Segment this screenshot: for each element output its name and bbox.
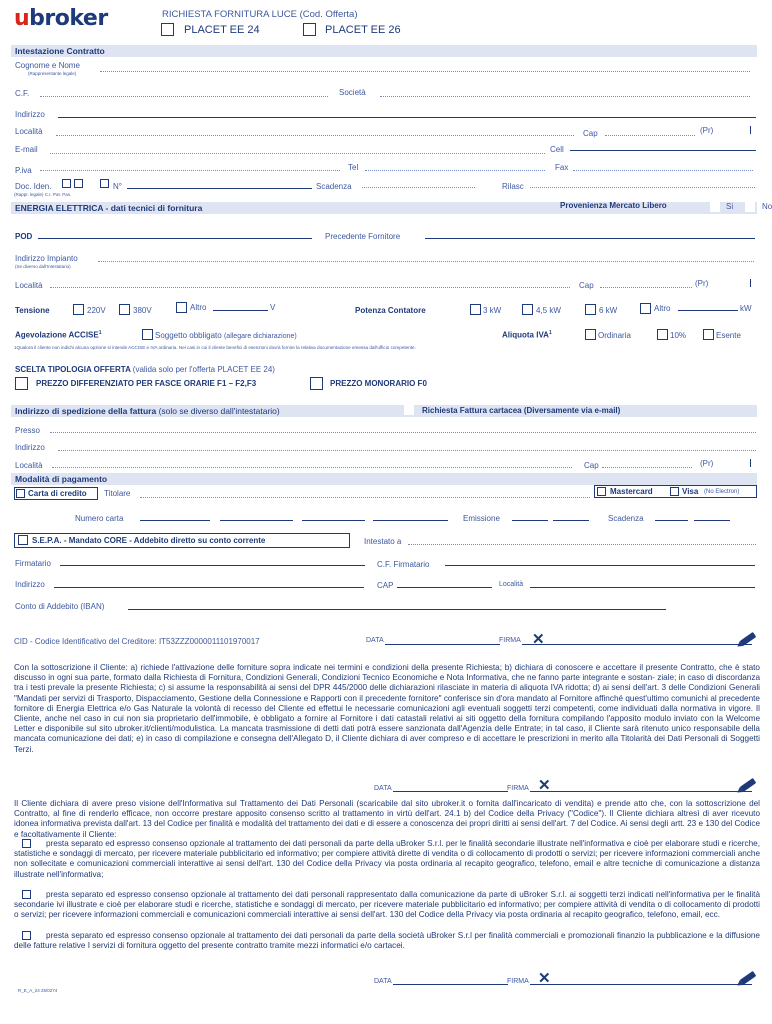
- societa-label: Società: [339, 88, 366, 97]
- emissione-aa[interactable]: [553, 520, 589, 521]
- cf-field[interactable]: [40, 89, 328, 97]
- sepa-indirizzo-field[interactable]: [54, 587, 364, 588]
- iban-field[interactable]: [128, 609, 666, 610]
- presso-label: Presso: [15, 426, 40, 435]
- titolare-field[interactable]: [140, 490, 590, 498]
- fattura-cartacea-label: Richiesta Fattura cartacea (Diversamente via e-mail): [422, 406, 621, 415]
- aliquota-label: [502, 330, 552, 340]
- scadenza-field[interactable]: [362, 180, 475, 188]
- cf-firmatario-label: C.F. Firmatario: [377, 560, 430, 569]
- fasce-orarie-checkbox[interactable]: [15, 377, 28, 390]
- precedente-field[interactable]: [425, 238, 755, 239]
- clause1-firma-label: FIRMA: [507, 785, 529, 792]
- aliquota-text: Aliquota IVA: [502, 330, 549, 340]
- spedizione-localita-label: Località: [15, 461, 43, 470]
- tipologia-title-text: SCELTA TIPOLOGIA OFFERTA: [15, 365, 131, 374]
- energia-band: ENERGIA ELETTRICA - dati tecnici di fornitura: [11, 202, 757, 214]
- tensione-380-checkbox[interactable]: [119, 304, 130, 315]
- indirizzo-field[interactable]: [58, 117, 756, 118]
- tensione-220-checkbox[interactable]: [73, 304, 84, 315]
- monorario-label: PREZZO MONORARIO F0: [330, 379, 427, 388]
- carta-credito-label: Carta di credito: [28, 489, 87, 498]
- logo-u: u: [14, 6, 30, 31]
- sepa-localita-label: Località: [499, 581, 524, 588]
- potenza-6kw-checkbox[interactable]: [585, 304, 596, 315]
- scadenza-label: Scadenza: [316, 182, 352, 191]
- tipologia-title: [15, 365, 275, 374]
- mastercard-checkbox[interactable]: [597, 487, 606, 496]
- numero-carta-g3[interactable]: [302, 520, 365, 521]
- consent-3-text: presta separato ed espresso consenso opzionale al trattamento dei dati personali da parte della società uBroker S.r.l per finalità commerciali e promozionali finanzio la pubblicazione e la diffusione delle fatture relative I servizi di fornitura oggetto del presente contratto tramite mezzi informatici e/o cartacei.: [14, 931, 760, 951]
- cf-label: C.F.: [15, 89, 30, 98]
- localita-label: Località: [15, 127, 43, 136]
- provenienza-no-checkbox[interactable]: [745, 202, 755, 212]
- consent-1-text: presta separato ed espresso consenso opzionale al trattamento dei dati personali da parte della uBroker S.r.l. per le finalità secondarie illustrate nell'informativa e cioè per elaborare studi e ricerche, statistiche e sondaggi di mercato, per ricevere materiale pubblicitario ed informativo; per compiere attività dirette di vendita o di collocamento di prodotti o servizi; per ricevere informazioni commerciali anche non sollecitate e comunicazioni commerciali interattive ai sensi dell'art. 130 del Codice della Privacy via posta ordinaria al recapito geografico, telefono, email e altre tecniche di comunicazione a distanza illustrate nell'informativa;: [14, 839, 760, 879]
- accise-label: [15, 330, 102, 340]
- localita-field[interactable]: [56, 128, 574, 136]
- cf-firmatario-field[interactable]: [445, 565, 755, 566]
- accise-sup: 1: [98, 330, 102, 336]
- titolare-label: Titolare: [104, 489, 131, 498]
- pagamento-band: Modalità di pagamento: [11, 473, 757, 485]
- sepa-checkbox[interactable]: [18, 535, 28, 545]
- localita-impianto-label: Località: [15, 281, 43, 290]
- sepa-cap-label: CAP: [377, 581, 394, 590]
- iva10-checkbox[interactable]: [657, 329, 668, 340]
- monorario-checkbox[interactable]: [310, 377, 323, 390]
- spedizione-cap-label: Cap: [584, 461, 599, 470]
- cap-field[interactable]: [605, 128, 695, 136]
- sign-here-x-icon-2: ✕: [538, 777, 551, 794]
- consent-2-text: presta separato ed espresso consenso opzionale al trattamento dei dati personali rappresentato dalla comunicazione da parte di uBroker S.r.l. ai soggetti terzi indicati nell'informativa per le finalità secondarie ivi illustrate e cioè per elaborare studi e ricerche, statistiche e sondaggi di mercato, per ricevere materiale pubblicitario ed informativo; per compiere attività di vendita o di collocamento di prodotti o servizi; per ricevere informazioni commerciali e comunicazioni commerciali interattive ai sensi dell'art. 130 del Codice della Privacy via posta ordinaria al recapito geografico, telefono, email, ecc.: [14, 890, 760, 920]
- placet-ee24-checkbox[interactable]: [161, 23, 174, 36]
- localita-impianto-field[interactable]: [50, 280, 570, 288]
- potenza-45kw-label: 4,5 kW: [536, 306, 561, 315]
- potenza-altro-label: Altro: [654, 304, 671, 313]
- pen-icon-2: [740, 778, 757, 792]
- sepa-localita-field[interactable]: [530, 587, 755, 588]
- esente-checkbox[interactable]: [703, 329, 714, 340]
- ordinaria-label: Ordinaria: [598, 331, 631, 340]
- spedizione-pr-label: (Pr): [700, 459, 714, 468]
- sign-here-x-icon-3: ✕: [538, 970, 551, 987]
- fax-field[interactable]: [573, 163, 753, 171]
- intestazione-band: Intestazione Contratto: [11, 45, 757, 57]
- cid-firma-label: FIRMA: [499, 637, 521, 644]
- numero-carta-g1[interactable]: [140, 520, 210, 521]
- potenza-altro-field[interactable]: [678, 310, 738, 311]
- no-label: No: [762, 202, 772, 211]
- potenza-kw-label: kW: [740, 304, 752, 313]
- no-electron-note: (No Electron): [704, 489, 740, 495]
- sign-here-x-icon: ✕: [532, 631, 545, 648]
- emissione-label: Emissione: [463, 514, 500, 523]
- clause-paragraph-1: Con la sottoscrizione il Cliente: a) richiede l'attivazione delle forniture sopra indicate nei termini e condizioni della presente Richiesta; b) dichiara di conoscere e accettare il presente Contratto, che è stato discusso in ogni sua parte, formato dalla Richiesta di Fornitura, Condizioni Generali, Condizioni Tecnico Economiche e Nota Informativa, che ne fanno parte integrante e sostan- ziale; in caso di discordanza tra i testi prevale la presente Richiesta; c) si assume la responsabilità ai sensi del DPR 445/2000 delle dichiarazioni rilasciate in materia di aliquota IVA ridotta; d) ai sensi dell'art. 3 delle Condizioni Generali "Mandati per servizi di Trasporto, Dispacciamento, Gestione della Connessione e Rapporti con il precedente fornitore" conferisce sin d'ora mandato al Fornitore affinché quest'ultimo comunichi al precedente fornitore di Energia Elettrica e/o Gas Naturale la volontà di recesso del Cliente ed effettui le necessarie comunicazioni agli eventuali soggetti terzi competenti, come individuati dalla normativa in vigore. Il Cliente, anche nel caso in cui non sia proprietario dell'immobile, è obbligato a fornire al Fornitore i dati catastali relativi ai siti oggetto della fornitura compilando l'apposito modulo inviato con la Welcome Letter e disponibile sul sito ubroker.it/clienti/modulistica. La mancata trasmissione di detti dati potrà essere sanzionata dall'Agenzia delle Entrate; in tal caso, il Cliente sarà ritenuto unico responsabile della mancata comunicazione dei dati; e) in caso di compilazione e consegna dell'Allegato D, il Cliente dichiara di aver compreso e di accettare le prescrizioni in merito alla Titolarità dei Dati Personali di Soggetti Terzi.: [14, 663, 760, 754]
- cell-field[interactable]: [570, 150, 756, 151]
- placet-ee24-label: PLACET EE 24: [184, 24, 260, 36]
- n-label: N°: [113, 182, 122, 191]
- iban-label: Conto di Addebito (IBAN): [15, 602, 105, 611]
- spedizione-pr-field[interactable]: [750, 459, 751, 467]
- scadenza-carta-label: Scadenza: [608, 514, 644, 523]
- ordinaria-checkbox[interactable]: [585, 329, 596, 340]
- indirizzo-impianto-field[interactable]: [98, 254, 754, 262]
- piva-label: P.iva: [15, 166, 32, 175]
- accise-text: Agevolazione ACCISE: [15, 330, 99, 340]
- cap-label: Cap: [583, 129, 598, 138]
- placet-ee26-checkbox[interactable]: [303, 23, 316, 36]
- spedizione-indirizzo-field[interactable]: [58, 443, 756, 451]
- potenza-label: Potenza Contatore: [355, 306, 426, 315]
- spedizione-indirizzo-label: Indirizzo: [15, 443, 45, 452]
- aliquota-sup: 1: [548, 330, 552, 336]
- accise-footnote: 1Qualora il cliente non indichi alcuna opzione si intende ACCISE e IVA ordinaria. Nei casi in cui il cliente benefici di esenzioni dovrà fornire la relativa documentazione emessa dall'ufficio competente.: [14, 345, 416, 350]
- doc-sub: (Rappr. legale) C.I. Pat. Pas.: [14, 192, 72, 197]
- pr-impianto-field[interactable]: [750, 279, 751, 287]
- spedizione-cap-field[interactable]: [602, 460, 692, 468]
- firmatario-label: Firmatario: [15, 559, 52, 568]
- clause1-firma-field[interactable]: [530, 791, 752, 792]
- n-field[interactable]: [127, 188, 312, 189]
- precedente-label: Precedente Fornitore: [325, 232, 401, 241]
- tensione-v-label: V: [270, 303, 276, 312]
- spedizione-band-text: Indirizzo di spedizione della fattura: [15, 406, 157, 416]
- tipologia-note: (valida solo per l'offerta PLACET EE 24): [132, 365, 275, 374]
- cognome-label: Cognome e Nome: [15, 61, 80, 70]
- doc-ci-checkbox[interactable]: [62, 179, 71, 188]
- indirizzo-impianto-note: (Se diverso dall'Intestatario): [15, 264, 71, 269]
- indirizzo-impianto-label: Indirizzo Impianto: [15, 254, 78, 263]
- si-label: Si: [726, 202, 734, 211]
- soggetto-obbligato-label: [155, 331, 297, 340]
- fax-label: Fax: [555, 163, 569, 172]
- ubroker-logo: [14, 6, 108, 31]
- spedizione-band: [11, 405, 757, 417]
- intestato-field[interactable]: [408, 537, 756, 545]
- numero-carta-g2[interactable]: [220, 520, 293, 521]
- cognome-field[interactable]: [100, 64, 750, 72]
- tel-label: Tel: [348, 163, 359, 172]
- pod-field[interactable]: [38, 238, 312, 239]
- sepa-label: S.E.P.A. - Mandato CORE - Addebito diretto su conto corrente: [32, 536, 266, 545]
- carta-credito-checkbox[interactable]: [16, 489, 25, 498]
- email-label: E-mail: [15, 145, 38, 154]
- esente-label: Esente: [716, 331, 741, 340]
- cid-data-label: DATA: [366, 637, 384, 644]
- placet-ee26-label: PLACET EE 26: [325, 24, 401, 36]
- form-title: RICHIESTA FORNITURA LUCE (Cod. Offerta): [162, 9, 358, 20]
- visa-checkbox[interactable]: [670, 487, 679, 496]
- iva10-label: 10%: [670, 331, 687, 340]
- intestato-label: Intestato a: [364, 537, 402, 546]
- indirizzo-label: Indirizzo: [15, 110, 45, 119]
- cap-impianto-field[interactable]: [600, 280, 692, 288]
- cid-text: CID - Codice Identificativo del Creditore: IT53ZZZ0000011101970017: [14, 637, 260, 646]
- provenienza-label: Provenienza Mercato Libero: [560, 201, 667, 210]
- potenza-altro-checkbox[interactable]: [640, 303, 651, 314]
- clause1-data-field[interactable]: [393, 791, 508, 792]
- logo-rest: broker: [29, 6, 108, 31]
- presso-field[interactable]: [50, 425, 756, 433]
- document-code: R_E_A_24 25/0274: [18, 988, 58, 993]
- clause-paragraph-2: Il Cliente dichiara di avere preso visione dell'Informativa sul Trattamento dei Dati Personali (scaricabile dal sito ubroker.it o fornita dall'incaricato di vendita) e prende atto che, con la sottoscrizione del Contratto, al fine di renderlo efficace, non occorre prestare apposito consenso scritto al trattamento in virtù dell'art. 24.1 b) del Codice della Privacy ("Codice"). Il Cliente dichiara altresì di aver ricevuto idonea informativa prevista dall'art. 13 del Codice per finalità e modalità del trattamento dei dati e di essere a conoscenza dei propri diritti ai sensi dell'art. 7 del Codice. Ai sensi degli artt. 23 e 130 del Codice e facoltativamente il Cliente:: [14, 799, 760, 839]
- tensione-label: Tensione: [15, 306, 50, 315]
- pr-label: (Pr): [700, 126, 714, 135]
- tensione-380-label: 380V: [133, 306, 152, 315]
- societa-field[interactable]: [380, 89, 750, 97]
- pen-icon-3: [740, 971, 757, 985]
- tensione-220-label: 220V: [87, 306, 106, 315]
- cid-firma-field[interactable]: [522, 644, 752, 645]
- clause2-firma-label: FIRMA: [507, 978, 529, 985]
- rappresentante-note: (Rappresentante legale): [28, 71, 77, 76]
- mastercard-label: Mastercard: [610, 487, 653, 496]
- potenza-6kw-label: 6 kW: [599, 306, 618, 315]
- pr-impianto-label: (Pr): [695, 279, 709, 288]
- fattura-cartacea-checkbox[interactable]: [404, 405, 414, 415]
- provenienza-si-checkbox[interactable]: [710, 202, 720, 212]
- tel-field[interactable]: [365, 163, 545, 171]
- cell-label: Cell: [550, 145, 564, 154]
- fasce-orarie-label: PREZZO DIFFERENZIATO PER FASCE ORARIE F1 – F2,F3: [36, 379, 257, 388]
- tensione-altro-checkbox[interactable]: [176, 302, 187, 313]
- rilasc-label: Rilasc: [502, 182, 524, 191]
- cid-data-field[interactable]: [385, 644, 500, 645]
- allegare-text: (allegare dichiarazione): [223, 333, 297, 340]
- potenza-3kw-checkbox[interactable]: [470, 304, 481, 315]
- clause2-data-field[interactable]: [393, 984, 508, 985]
- scadenza-carta-mm[interactable]: [655, 520, 688, 521]
- doc-pas-checkbox[interactable]: [100, 179, 109, 188]
- clause2-data-label: DATA: [374, 978, 392, 985]
- sepa-indirizzo-label: Indirizzo: [15, 580, 45, 589]
- soggetto-obbligato-checkbox[interactable]: [142, 329, 153, 340]
- rilasc-field[interactable]: [530, 180, 755, 188]
- doc-pat-checkbox[interactable]: [74, 179, 83, 188]
- piva-field[interactable]: [40, 163, 340, 171]
- soggetto-text: Soggetto obbligato: [155, 331, 222, 340]
- clause2-firma-field[interactable]: [530, 984, 752, 985]
- cap-impianto-label: Cap: [579, 281, 594, 290]
- spedizione-band-note: (solo se diverso dall'intestatario): [158, 406, 280, 416]
- numero-carta-label: Numero carta: [75, 514, 124, 523]
- sepa-cap-field[interactable]: [397, 587, 492, 588]
- doc-label: Doc. Iden.: [15, 182, 52, 191]
- pr-field[interactable]: [750, 126, 751, 134]
- visa-label: Visa: [682, 487, 699, 496]
- spedizione-localita-field[interactable]: [52, 460, 572, 468]
- emissione-mm[interactable]: [512, 520, 548, 521]
- scadenza-carta-aa[interactable]: [694, 520, 730, 521]
- clause1-data-label: DATA: [374, 785, 392, 792]
- firmatario-field[interactable]: [60, 565, 365, 566]
- tensione-altro-label: Altro: [190, 303, 207, 312]
- pod-label: POD: [15, 232, 33, 241]
- potenza-45kw-checkbox[interactable]: [522, 304, 533, 315]
- tensione-altro-field[interactable]: [213, 310, 268, 311]
- potenza-3kw-label: 3 kW: [483, 306, 502, 315]
- numero-carta-g4[interactable]: [373, 520, 448, 521]
- email-field[interactable]: [50, 146, 545, 154]
